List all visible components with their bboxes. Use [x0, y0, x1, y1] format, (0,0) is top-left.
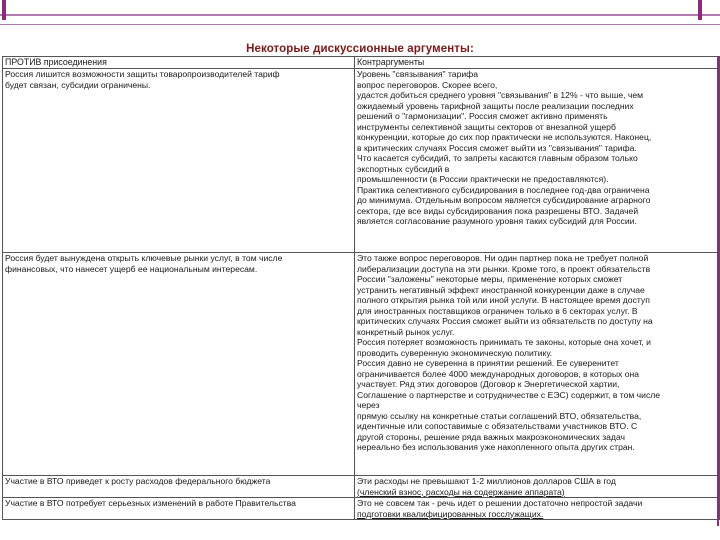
counter-line: удастся добиться среднего уровня "связывания" в 12% - что выше, чем	[357, 90, 644, 100]
counter-line: устранить негативный эффект иностранной конкуренции даже в случае	[357, 284, 645, 295]
counter-line: ограничивается более 4000 международных договоров, в которых она	[357, 368, 639, 379]
counter-line: решений о "гармонизации". Россия сможет активно применять	[357, 111, 608, 121]
counterargument-cell	[355, 69, 720, 253]
counter-line: конкретный рынок услуг.	[357, 326, 455, 337]
top-decor-thin-line	[0, 24, 720, 25]
counter-line: является согласование разумного уровня таких субсидий для России.	[357, 216, 637, 226]
table-row	[3, 476, 720, 498]
counter-line: Россия давно не суверенна в принятии решений. Ее суверенитет	[357, 358, 619, 368]
counter-line: Соглашение о партнерстве и сотрудничестве с ЕЭС) содержит, в том числе	[357, 389, 661, 400]
counter-line: для иностранных поставщиков ограничен только в 6 секторах услуг. В	[357, 305, 638, 316]
argument-cell	[3, 498, 355, 520]
counterargument-cell	[355, 498, 720, 520]
counter-line: участвует. Ряд этих договоров (Договор к Энергетической хартии,	[357, 379, 620, 389]
counter-line: Уровень "связывания" тарифа	[357, 69, 479, 79]
counter-line: Практика селективного субсидирования в последнее год-два ограничена	[357, 184, 650, 195]
argument-line: Участие в ВТО потребует серьезных изменений в работе Правительства	[5, 498, 296, 508]
counter-line: полного открытия рынка той или иной услуги. В настоящее время доступ	[357, 295, 650, 305]
table-header-row	[3, 57, 720, 69]
header-counterarguments: Контраргументы	[355, 57, 720, 69]
counter-line: критических случаях Россия сможет выйти из обязательств по доступу на	[357, 316, 653, 326]
top-decor-line	[0, 14, 720, 16]
counter-line: прямую ссылку на конкретные статьи соглашений ВТО, обязательства,	[357, 410, 642, 421]
counter-line: идентичные или сопоставимые с обязательствами участников ВТО. С	[357, 421, 638, 431]
right-corner-mark	[698, 0, 702, 20]
counterargument-cell	[355, 253, 720, 476]
right-edge-bar	[717, 56, 719, 526]
counter-line: Это не совсем так - речь идет о решении достаточно непростой задачи	[357, 498, 643, 508]
counter-line: проводить суверенную экономическую политику.	[357, 347, 553, 358]
counter-line: Это также вопрос переговоров. Ни один партнер пока не требует полной	[357, 253, 649, 263]
argument-line: Россия лишится возможности защиты товаропроизводителей тариф	[5, 69, 280, 79]
argument-line: финансовых, что нанесет ущерб ее национальным интересам.	[5, 263, 258, 274]
counter-line: конкуренции, которые до сих пор практически не используются. Наконец,	[357, 132, 652, 142]
counter-line: (членский взнос, расходы на содержание аппарата)	[357, 486, 565, 497]
argument-line: Россия будет вынуждена открыть ключевые рынки услуг, в том числе	[5, 253, 283, 263]
counter-line: вопрос переговоров. Скорее всего,	[357, 79, 498, 90]
counter-line: через	[357, 400, 380, 410]
header-against: ПРОТИВ присоединения	[3, 57, 355, 69]
counter-line: нереально без использования уже накопленного опыта других стран.	[357, 442, 635, 452]
counter-line: сектора, где все виды субсидирования пока разрешены ВТО. Задачей	[357, 205, 639, 216]
counter-line: инструменты селективной защиты секторов от внезапной ущерб	[357, 121, 616, 132]
counter-line: подготовки квалифицированных госслужащих.	[357, 508, 544, 519]
counter-line: экспортных субсидий в	[357, 163, 450, 174]
arguments-table	[2, 56, 720, 520]
counter-line: до минимума. Отдельным вопросом является субсидирование аграрного	[357, 195, 651, 205]
argument-cell	[3, 253, 355, 476]
argument-cell	[3, 69, 355, 253]
argument-line: будет связан, субсидии ограничены.	[5, 79, 151, 90]
counter-line: промышленности (в России практически не предоставляются).	[357, 174, 609, 184]
left-corner-mark	[2, 0, 6, 20]
counter-line: ожидаемый уровень тарифной защиты после реализации последних	[357, 100, 634, 111]
counter-line: Эти расходы не превышают 1-2 миллионов долларов США в год	[357, 476, 616, 486]
counter-line: другой стороны, решение ряда важных макроэкономических задач	[357, 431, 626, 442]
counter-line: в критических случаях Россия сможет выйти из "связывания" тарифа.	[357, 142, 637, 153]
counter-line: либерализации доступа на эти рынки. Кроме того, в проект обязательств	[357, 263, 651, 274]
slide-title: Некоторые дискуссионные аргументы:	[246, 43, 474, 55]
argument-line: Участие в ВТО приведет к росту расходов федерального бюджета	[5, 476, 271, 486]
table-row	[3, 69, 720, 253]
counterargument-cell	[355, 476, 720, 498]
table-row	[3, 498, 720, 520]
counter-line: Россия потеряет возможность принимать те законы, которые она хочет, и	[357, 337, 651, 347]
slide-top-band	[0, 0, 720, 38]
argument-cell	[3, 476, 355, 498]
counter-line: Что касается субсидий, то запреты касаются главным образом только	[357, 153, 638, 163]
counter-line: России "заложены" некоторые меры, применение которых сможет	[357, 274, 623, 284]
table-row	[3, 253, 720, 476]
